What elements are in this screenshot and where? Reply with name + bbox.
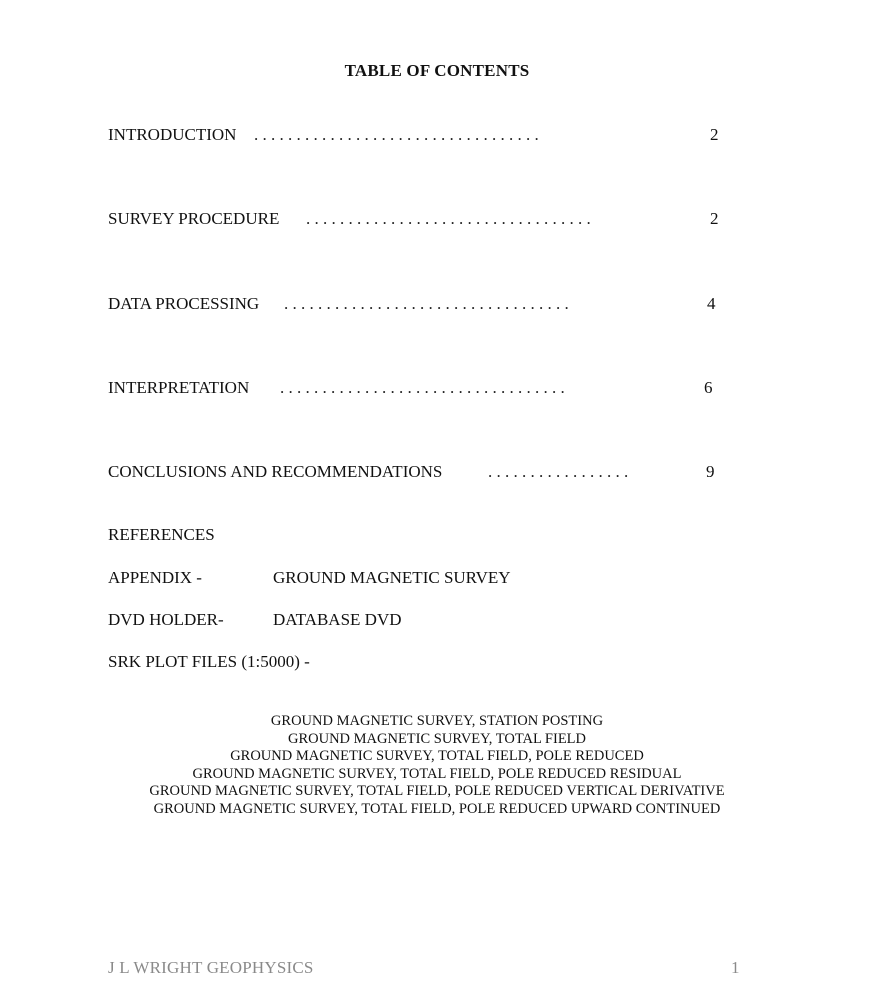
toc-entry-survey-procedure[interactable] — [108, 208, 728, 230]
dot-leaders: . . . . . . . . . . . . . . . . . . . . . . . . . . . . . . . . . . — [280, 378, 565, 397]
toc-entry-page-number: 2 — [710, 209, 719, 228]
figure-list-item: GROUND MAGNETIC SURVEY, TOTAL FIELD, POLE REDUCED RESIDUAL — [192, 765, 682, 782]
toc-entry-label: SURVEY PROCEDURE — [108, 209, 280, 228]
dvd-holder-value: DATABASE DVD — [273, 610, 402, 629]
dot-leaders: . . . . . . . . . . . . . . . . . . . . . . . . . . . . . . . . . . — [306, 209, 591, 228]
figure-list-item: GROUND MAGNETIC SURVEY, TOTAL FIELD, POLE REDUCED — [230, 748, 644, 765]
toc-entry-page-number: 4 — [707, 294, 716, 313]
figure-list — [0, 713, 874, 819]
footer-company: J L WRIGHT GEOPHYSICS — [108, 958, 314, 977]
appendix-label: APPENDIX - — [108, 568, 202, 587]
page-title: TABLE OF CONTENTS — [344, 61, 530, 80]
toc-entry-page-number: 9 — [706, 462, 715, 481]
toc-entry-page-number: 2 — [710, 125, 719, 144]
figure-list-item: GROUND MAGNETIC SURVEY, STATION POSTING — [270, 713, 604, 729]
toc-entry-page-number: 6 — [704, 378, 713, 397]
dvd-holder-line — [108, 609, 608, 631]
toc-entry-data-processing[interactable] — [108, 293, 728, 315]
toc-entry-label: INTRODUCTION — [108, 125, 237, 144]
toc-entry-introduction[interactable] — [108, 124, 728, 146]
appendix-value: GROUND MAGNETIC SURVEY — [273, 568, 511, 587]
toc-entry-conclusions[interactable] — [108, 461, 728, 483]
dvd-holder-label: DVD HOLDER- — [108, 610, 224, 629]
dot-leaders: . . . . . . . . . . . . . . . . . — [488, 462, 629, 481]
toc-entry-label: DATA PROCESSING — [108, 294, 260, 313]
toc-entry-label: INTERPRETATION — [108, 378, 250, 397]
figure-list-item: GROUND MAGNETIC SURVEY, TOTAL FIELD, POLE REDUCED UPWARD CONTINUED — [153, 800, 721, 817]
appendix-line — [108, 567, 608, 589]
toc-entry-interpretation[interactable] — [108, 377, 728, 399]
plot-files-heading: SRK PLOT FILES (1:5000) - — [108, 652, 310, 671]
dot-leaders: . . . . . . . . . . . . . . . . . . . . . . . . . . . . . . . . . . — [284, 294, 569, 313]
figure-list-item: GROUND MAGNETIC SURVEY, TOTAL FIELD, POLE REDUCED VERTICAL DERIVATIVE — [149, 783, 725, 800]
dot-leaders: . . . . . . . . . . . . . . . . . . . . . . . . . . . . . . . . . . — [254, 125, 539, 144]
toc-entry-label: CONCLUSIONS AND RECOMMENDATIONS — [108, 462, 443, 481]
footer-page-number: 1 — [731, 958, 740, 977]
references-heading: REFERENCES — [108, 525, 215, 544]
figure-list-item: GROUND MAGNETIC SURVEY, TOTAL FIELD — [287, 730, 587, 747]
